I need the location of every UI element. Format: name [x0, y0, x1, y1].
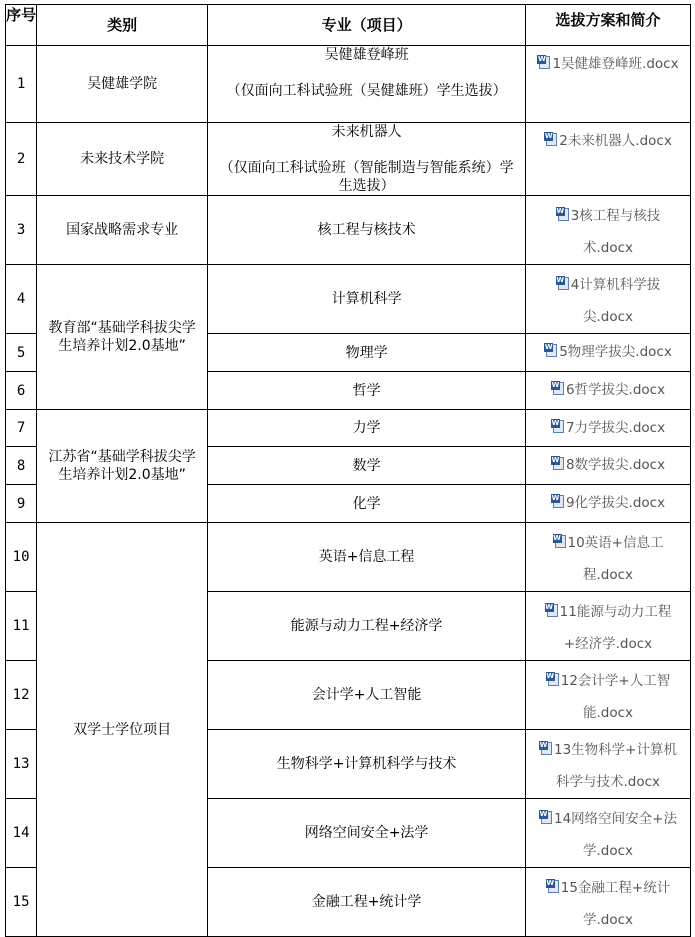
- major-note: （仅面向工科试验班（智能制造与智能系统）学生选拔）: [219, 160, 514, 194]
- word-document-icon: W: [539, 810, 553, 825]
- doc-filename: 1吴健雄登峰班.docx: [552, 56, 679, 72]
- row-number: 8: [6, 447, 37, 485]
- doc-link[interactable]: [539, 811, 677, 859]
- doc-filename: 14网络空间安全+法学.docx: [554, 811, 677, 859]
- table-row: [6, 265, 691, 334]
- doc-link[interactable]: [537, 56, 678, 72]
- doc-filename: 9化学拔尖.docx: [565, 495, 666, 511]
- category-cell: 未来技术学院: [37, 123, 208, 196]
- major-note: （仅面向工科试验班（吴健雄班）学生选拔）: [226, 83, 507, 99]
- major-cell: 会计学+人工智能: [208, 661, 526, 730]
- row-number: 13: [6, 730, 37, 799]
- doc-cell: [526, 661, 691, 730]
- doc-link[interactable]: [551, 382, 665, 398]
- row-number: 2: [6, 123, 37, 196]
- doc-cell: [526, 868, 691, 937]
- doc-link[interactable]: [556, 208, 661, 256]
- row-number: 9: [6, 485, 37, 523]
- word-document-icon: W: [551, 456, 565, 471]
- major-cell: 英语+信息工程: [208, 523, 526, 592]
- row-number: 15: [6, 868, 37, 937]
- row-number: 3: [6, 196, 37, 265]
- doc-link[interactable]: [556, 277, 661, 325]
- row-number: 12: [6, 661, 37, 730]
- doc-link[interactable]: [546, 673, 671, 721]
- doc-link[interactable]: [551, 457, 665, 473]
- table-row: [6, 410, 691, 447]
- word-document-icon: W: [544, 343, 558, 358]
- word-document-icon: W: [546, 879, 560, 894]
- doc-link[interactable]: [551, 420, 665, 436]
- doc-cell: [526, 265, 691, 334]
- doc-filename: 10英语+信息工程.docx: [567, 535, 664, 583]
- row-number: 7: [6, 410, 37, 447]
- category-cell: 吴健雄学院: [37, 46, 208, 123]
- doc-link[interactable]: [544, 344, 672, 360]
- doc-link[interactable]: [544, 133, 672, 149]
- category-cell: 国家战略需求专业: [37, 196, 208, 265]
- doc-filename: 12会计学+人工智能.docx: [560, 673, 671, 721]
- word-document-icon: W: [551, 419, 565, 434]
- doc-cell: [526, 196, 691, 265]
- table-row: [6, 196, 691, 265]
- doc-cell: [526, 372, 691, 410]
- row-number: 4: [6, 265, 37, 334]
- major-cell: 化学: [208, 485, 526, 523]
- major-cell: 哲学: [208, 372, 526, 410]
- doc-cell: [526, 799, 691, 868]
- doc-cell: [526, 523, 691, 592]
- major-cell: 网络空间安全+法学: [208, 799, 526, 868]
- major-cell: 生物科学+计算机科学与技术: [208, 730, 526, 799]
- table-row: [6, 123, 691, 196]
- major-cell: 核工程与核技术: [208, 196, 526, 265]
- doc-link[interactable]: [539, 742, 677, 790]
- word-document-icon: W: [544, 132, 558, 147]
- doc-filename: 15金融工程+统计学.docx: [560, 880, 671, 928]
- doc-link[interactable]: [545, 604, 672, 652]
- category-cell: 教育部“基础学科拔尖学生培养计划2.0基地”: [37, 265, 208, 410]
- word-document-icon: W: [546, 672, 560, 687]
- row-number: 6: [6, 372, 37, 410]
- category-cell: 双学士学位项目: [37, 523, 208, 937]
- table-row: [6, 523, 691, 592]
- major-cell: 力学: [208, 410, 526, 447]
- doc-cell: [526, 334, 691, 372]
- major-cell: [208, 123, 526, 196]
- doc-cell: [526, 730, 691, 799]
- doc-cell: [526, 410, 691, 447]
- doc-filename: 7力学拔尖.docx: [565, 420, 666, 436]
- doc-cell: [526, 123, 691, 196]
- doc-cell: [526, 592, 691, 661]
- doc-link[interactable]: [553, 535, 664, 583]
- doc-filename: 11能源与动力工程+经济学.docx: [559, 604, 672, 652]
- major-name: 吴健雄登峰班: [324, 47, 409, 63]
- major-cell: 物理学: [208, 334, 526, 372]
- category-cell: 江苏省“基础学科拔尖学生培养计划2.0基地”: [37, 410, 208, 523]
- row-number: 10: [6, 523, 37, 592]
- word-document-icon: W: [551, 494, 565, 509]
- word-document-icon: W: [539, 741, 553, 756]
- word-document-icon: W: [553, 534, 567, 549]
- table-row: [6, 46, 691, 123]
- row-number: 5: [6, 334, 37, 372]
- doc-cell: [526, 447, 691, 485]
- selection-programs-table: [5, 4, 691, 937]
- word-document-icon: W: [556, 207, 570, 222]
- doc-filename: 5物理学拔尖.docx: [559, 344, 672, 360]
- doc-link[interactable]: [551, 495, 665, 511]
- word-document-icon: W: [537, 55, 551, 70]
- major-cell: 能源与动力工程+经济学: [208, 592, 526, 661]
- doc-filename: 13生物科学+计算机科学与技术.docx: [554, 742, 677, 790]
- major-cell: [208, 46, 526, 123]
- major-cell: 数学: [208, 447, 526, 485]
- doc-cell: [526, 485, 691, 523]
- header-major: 专业（项目）: [208, 5, 526, 46]
- major-cell: 计算机科学: [208, 265, 526, 334]
- major-cell: 金融工程+统计学: [208, 868, 526, 937]
- doc-cell: [526, 46, 691, 123]
- header-category: 类别: [37, 5, 208, 46]
- word-document-icon: W: [556, 276, 570, 291]
- word-document-icon: W: [545, 603, 559, 618]
- doc-filename: 3核工程与核技术.docx: [570, 208, 661, 256]
- major-name: 未来机器人: [331, 124, 402, 140]
- doc-filename: 8数学拔尖.docx: [565, 457, 666, 473]
- doc-filename: 4计算机科学拔尖.docx: [570, 277, 661, 325]
- header-row: [6, 5, 691, 46]
- header-doc: 选拔方案和简介: [526, 5, 691, 46]
- doc-filename: 6哲学拔尖.docx: [565, 382, 666, 398]
- header-no: 序号: [6, 5, 37, 46]
- word-document-icon: W: [551, 381, 565, 396]
- row-number: 1: [6, 46, 37, 123]
- row-number: 14: [6, 799, 37, 868]
- doc-link[interactable]: [546, 880, 671, 928]
- row-number: 11: [6, 592, 37, 661]
- doc-filename: 2未来机器人.docx: [559, 133, 672, 149]
